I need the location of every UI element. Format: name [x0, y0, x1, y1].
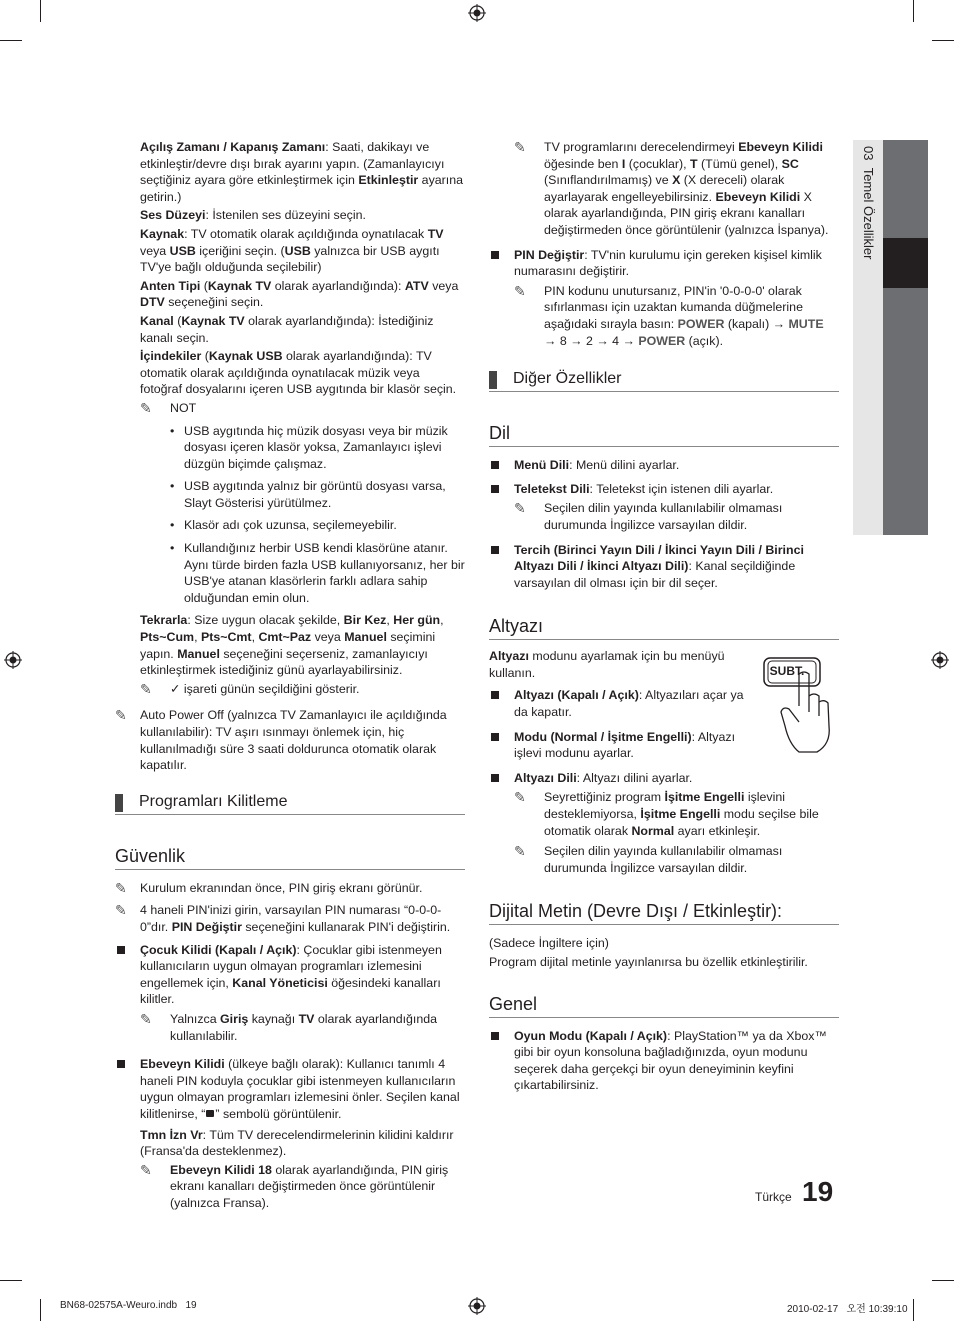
rating-note: ✎ TV programlarını derecelendirmeyi Ebeveyn Kilidi öğesinde ben I (çocuklar), T (Tümü genel), SC (Sınıflandırılmamış) ve X (X dereceli) olarak ayarlayarak engelleyebilirsiniz. Ebeveyn Kilidi X olarak ayarlandığında, PIN giriş ekranı kanalları değiştirmeden önce görüntülenir (yalnızca İspanya). [514, 139, 829, 237]
unlock-all-text: Tmn İzn Vr: Tüm TV derecelendirmelerinin kilidini kaldırır (Fransa'da desteklenmez). [140, 1127, 454, 1159]
lock-icon [206, 1110, 214, 1117]
subtitle-mode-item: Modu (Normal / İşitme Engelli): Altyazı işlevi modunu ayarlar. [489, 729, 754, 762]
note-pen-icon: ✎ [115, 902, 127, 919]
menu-language-item: Menü Dili: Menü dilini ayarlar. [489, 457, 839, 474]
note-block [140, 400, 465, 417]
bullet-square-icon [117, 1060, 125, 1068]
child-lock-item: Çocuk Kilidi (Kapalı / Açık): Çocuklar gibi istenmeyen kullanıcıların uygun olmayan programları izlemesini engellemek için, Kanal Yöneticisi öğesindeki kanalları kilitler. [115, 942, 465, 1008]
note-pen-icon: ✎ [514, 789, 526, 806]
crop-mark [932, 1280, 954, 1281]
teletext-language-note: ✎ Seçilen dilin yayında kullanılabilir olmaması durumunda İngilizce varsayılan dildir. [514, 500, 783, 532]
note-pen-icon: ✎ [115, 707, 127, 724]
footer-language: Türkçe [755, 1190, 792, 1204]
subt-button-label: SUBT. [769, 664, 805, 679]
list-item: • USB aygıtında hiç müzik dosyası veya bir müzik dosyası içeren klasör yoksa, Zamanlayıcı işlevi düzgün biçimde çalışmaz. [170, 423, 448, 471]
crop-mark [932, 40, 954, 41]
crop-mark [913, 1299, 914, 1321]
preference-item: Tercih (Birinci Yayın Dili / İkinci Yayın Dili / Birinci Altyazı Dili / İkinci Altyazı Dili): Kanal seçildiğinde varsayılan dil olması için bir dil seçer. [489, 542, 839, 592]
channel-text: Kanal (Kaynak TV olarak ayarlandığında): İstediğiniz kanalı seçin. [140, 313, 434, 345]
antenna-type-text: Anten Tipi (Kaynak TV olarak ayarlandığında): ATV veya DTV seçeneğini seçin. [140, 278, 459, 310]
game-mode-item: Oyun Modu (Kapalı / Açık): PlayStation™ ya da Xbox™ gibi bir oyun konsoluna bağladığınızda, oyun modunu seçerek daha gerçekçi bir oyun deneyiminin keyfini çıkartabilirsiniz. [489, 1028, 839, 1094]
side-tab-label [858, 146, 876, 259]
child-lock-note: ✎ Yalnızca Giriş kaynağı TV olarak ayarlandığında kullanılabilir. [140, 1010, 438, 1043]
bullet-square-icon [491, 485, 499, 493]
bullet-square-icon [491, 1032, 499, 1040]
list-item: • Klasör adı çok uzunsa, seçilemeyebilir. [170, 518, 397, 533]
subtitle-language-note: ✎ Seçilen dilin yayında kullanılabilir olmaması durumunda İngilizce varsayılan dildir. [514, 843, 783, 875]
bullet-square-icon [117, 946, 125, 954]
volume-text: Ses Düzeyi: İstenilen ses düzeyini seçin. [140, 208, 366, 223]
bullet-square-icon [491, 774, 499, 782]
subheading-program-lock: Programları Kilitleme [115, 792, 465, 815]
note-pen-icon: ✎ [514, 500, 526, 517]
digital-text-desc: Program dijital metinle yayınlanırsa bu özellik etkinleştirilir. [489, 955, 808, 969]
subtitle-language-item: Altyazı Dili: Altyazı dilini ayarlar. [489, 770, 839, 787]
section-general-title: Genel [489, 993, 839, 1018]
section-security-title: Güvenlik [115, 845, 465, 870]
check-note: ✎ ✓ işareti günün seçildiğini gösterir. [140, 680, 360, 697]
note-pen-icon: ✎ [514, 139, 526, 155]
right-column [489, 139, 839, 1097]
repeat-text: Tekrarla: Size uygun olacak şekilde, Bir Kez, Her gün, Pts~Cum, Pts~Cmt, Cmt~Paz veya Manuel seçimini yapın. Manuel seçeneğini seçerseniz, zamanlayıcıyı etkinleştirmek istediğiniz günü ayarlayabilirsiniz. [140, 613, 444, 678]
bullet-square-icon [491, 733, 499, 741]
contents-text: İçindekiler (Kaynak USB olarak ayarlandığında): TV otomatik olarak açıldığında oynatılacak müzik veya fotoğraf dosyalarını içeren USB aygıtında bir klasör seçin. [140, 349, 457, 397]
registration-mark-icon [931, 651, 949, 669]
page-number: 19 [802, 1176, 834, 1207]
subtitle-on-off-item: Altyazı (Kapalı / Açık): Altyazıları açar ya da kapatır. [489, 687, 754, 720]
note-pen-icon: ✎ [140, 399, 152, 416]
section-digital-text-title: Dijital Metin (Devre Dışı / Etkinleştir): [489, 900, 839, 925]
security-note-2: ✎ 4 haneli PIN'inizi girin, varsayılan PIN numarası “0-0-0-0”dır. PIN Değiştir seçeneğini kullanarak PIN'i değiştirin. [115, 902, 451, 934]
auto-power-off-note: ✎ Auto Power Off (yalnızca TV Zamanlayıcı ile açıldığında kullanılabilir): TV aşırı ısınmayı önlemek için, hiç kullanılmadığı süre 3 saati doldurunca otomatik olarak kapatılır. [115, 707, 447, 773]
chapter-title: Temel Özellikler [861, 167, 876, 260]
change-pin-item: PIN Değiştir: TV'nin kurulumu için gereken kişisel kimlik numarasını değiştirir. [489, 247, 839, 280]
bullet-square-icon [491, 251, 499, 259]
security-note-1: ✎ Kurulum ekranından önce, PIN giriş ekranı görünür. [115, 879, 423, 896]
pin-reset-note: ✎ PIN kodunu unutursanız, PIN'in '0-0-0-0' olarak sıfırlanması için uzaktan kumanda düğmelerine aşağıdaki sırayla basın: POWER (kapalı) → MUTE → 8 → 2 → 4 → POWER (açık). [514, 282, 824, 348]
teletext-language-item: Teletekst Dili: Teletekst için istenen dili ayarlar. [489, 481, 839, 498]
side-tab-marker [883, 238, 928, 288]
list-item: • Kullandığınız herbir USB kendi klasörüne atanır. Aynı türde birden fazla USB kullanıyorsanız, her bir USB'ye atanan klasörlerin farklı adlara sahip olduğundan emin olun. [170, 541, 465, 605]
note-pen-icon: ✎ [514, 282, 526, 299]
note-pen-icon: ✎ [115, 879, 127, 896]
chapter-number: 03 [861, 146, 876, 161]
list-item: • USB aygıtında yalnız bir görüntü dosyası varsa, Slayt Gösterisi yürütülmez. [170, 479, 446, 510]
note-label: NOT [170, 400, 197, 415]
note-pen-icon: ✎ [140, 1161, 152, 1178]
parental-lock-note: ✎ Ebeveyn Kilidi 18 olarak ayarlandığında, PIN giriş ekranı kanalları değiştirmeden önce görüntülenir (yalnızca Fransa). [140, 1161, 449, 1210]
registration-mark-icon [468, 4, 486, 22]
crop-mark [913, 0, 914, 22]
slug-file: BN68-02575A-Weuro.indb 19 [60, 1300, 197, 1311]
section-subtitle-title: Altyazı [489, 615, 839, 640]
crop-mark [0, 40, 22, 41]
subtitle-intro-text: Altyazı modunu ayarlamak için bu menüyü kullanın. [489, 649, 725, 680]
check-mark-icon: ✓ [170, 681, 181, 696]
digital-text-uk-only: (Sadece İngiltere için) [489, 936, 609, 951]
subheading-other-features: Diğer Özellikler [489, 369, 839, 392]
registration-mark-icon [468, 1297, 486, 1315]
section-language-title: Dil [489, 422, 839, 447]
hearing-impaired-note: ✎ Seyrettiğiniz program İşitme Engelli işlevini desteklemiyorsa, İşitme Engelli modu seçilse bile otomatik olarak Normal ayarı etkinleşir. [514, 789, 819, 838]
crop-mark [0, 1280, 22, 1281]
crop-mark [40, 1299, 41, 1321]
note-pen-icon: ✎ [140, 680, 152, 697]
note-pen-icon: ✎ [514, 843, 526, 860]
source-text: Kaynak: TV otomatik olarak açıldığında oynatılacak TV veya USB içeriğini seçin. (USB yalnızca bir USB aygıtı TV'ye bağlı olduğunda seçilebilir) [140, 226, 444, 275]
crop-mark [40, 0, 41, 22]
parental-lock-item: Ebeveyn Kilidi (ülkeye bağlı olarak): Kullanıcı tanımlı 4 haneli PIN koduyla çocuklar gibi istenmeyen kullanıcıların uygun olmayan programları izlemesini önler. Seçilen kanal kilitlenirse, “ ” sembolü görüntülenir. [115, 1056, 465, 1122]
bullet-square-icon [491, 461, 499, 469]
left-column [115, 139, 465, 1214]
timer-on-off-text: Açılış Zamanı / Kapanış Zamanı: Saati, dakikayı ve etkinleştir/devre dışı bırak ayarını yapın. (Zamanlayıcıyı seçtiğiniz ayara göre etkinleştirmek için Etkinleştir ayarına getirin.) [140, 140, 464, 204]
bullet-square-icon [491, 691, 499, 699]
side-tab-dark [883, 140, 928, 535]
note-pen-icon: ✎ [140, 1010, 152, 1027]
bullet-square-icon [491, 546, 499, 554]
slug-datetime: 2010-02-17 오전 10:39:10 [787, 1304, 908, 1315]
registration-mark-icon [4, 651, 22, 669]
